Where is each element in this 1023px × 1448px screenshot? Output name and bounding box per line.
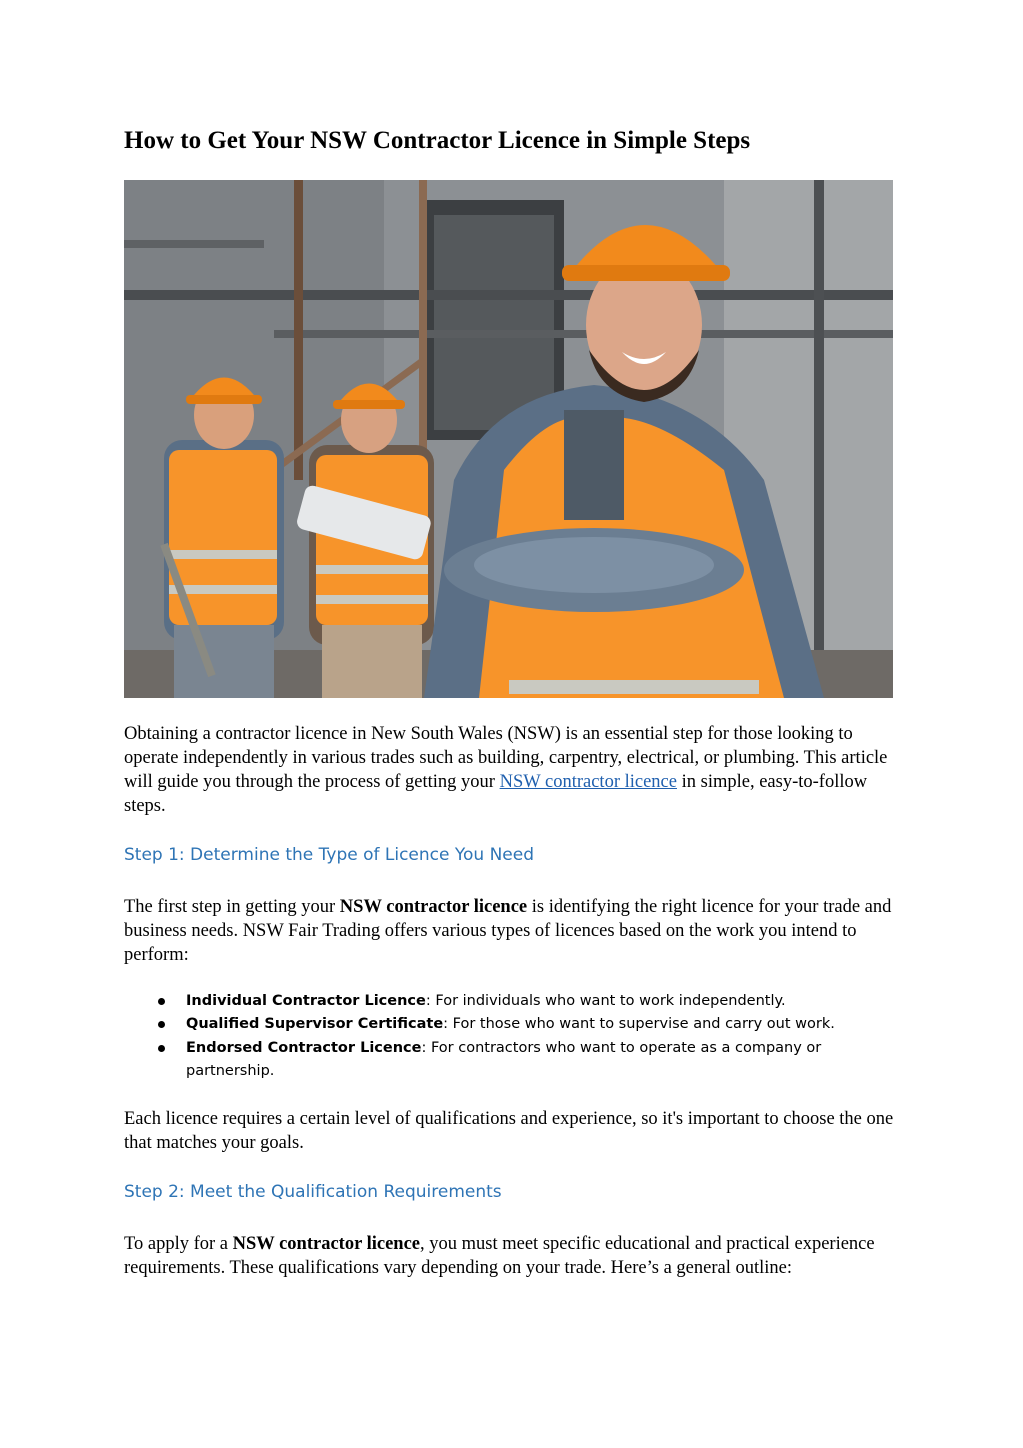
step1-bold-term: NSW contractor licence xyxy=(339,897,528,917)
list-item-text: : For contractors who want to operate as a company or partnership. xyxy=(186,1039,822,1079)
construction-workers-photo-icon xyxy=(124,180,893,698)
list-item-title: Endorsed Contractor Licence xyxy=(186,1039,422,1056)
nsw-contractor-licence-link[interactable]: NSW contractor licence xyxy=(499,772,677,792)
bullet-icon xyxy=(158,1021,165,1028)
step2-paragraph xyxy=(124,1232,904,1280)
list-item xyxy=(124,1013,864,1036)
step1-paragraph xyxy=(124,895,904,967)
step1-text-end: is identifying the right licence for your trade and business needs. NSW Fair Trading offers various types of licences based on the work you intend to perform: xyxy=(124,897,892,965)
step1-closing-paragraph: Each licence requires a certain level of qualifications and experience, so it's important to choose the one that matches your goals. xyxy=(124,1109,894,1153)
step2-heading: Step 2: Meet the Qualification Requirements xyxy=(124,1182,502,1202)
list-item xyxy=(124,990,864,1013)
licence-types-list xyxy=(124,990,864,1083)
step2-text: To apply for a xyxy=(124,1234,233,1254)
intro-text-end: in simple, easy-to-follow steps. xyxy=(124,772,868,816)
list-item-title: Qualified Supervisor Certificate xyxy=(186,1016,444,1033)
hero-illustration xyxy=(124,180,893,698)
bullet-icon xyxy=(158,1045,165,1052)
step2-bold-term: NSW contractor licence xyxy=(232,1234,421,1254)
list-item xyxy=(124,1037,864,1084)
list-item-text: : For individuals who want to work independently. xyxy=(425,993,786,1009)
page-title: How to Get Your NSW Contractor Licence in Simple Steps xyxy=(124,127,751,154)
step1-heading: Step 1: Determine the Type of Licence You Need xyxy=(124,845,535,865)
step1-text: The first step in getting your xyxy=(124,897,340,917)
list-item-title: Individual Contractor Licence xyxy=(186,993,426,1009)
list-item-text: : For those who want to supervise and carry out work. xyxy=(443,1016,835,1033)
bullet-icon xyxy=(158,998,165,1005)
intro-paragraph xyxy=(124,722,904,818)
intro-text: Obtaining a contractor licence in New South Wales (NSW) is an essential step for those looking to operate independently in various trades such as building, carpentry, electrical, or plumbing. This article will guide you through the process of getting your xyxy=(124,724,888,792)
step2-text-end: , you must meet specific educational and practical experience requirements. These qualifications vary depending on your trade. Here’s a general outline: xyxy=(124,1234,875,1278)
